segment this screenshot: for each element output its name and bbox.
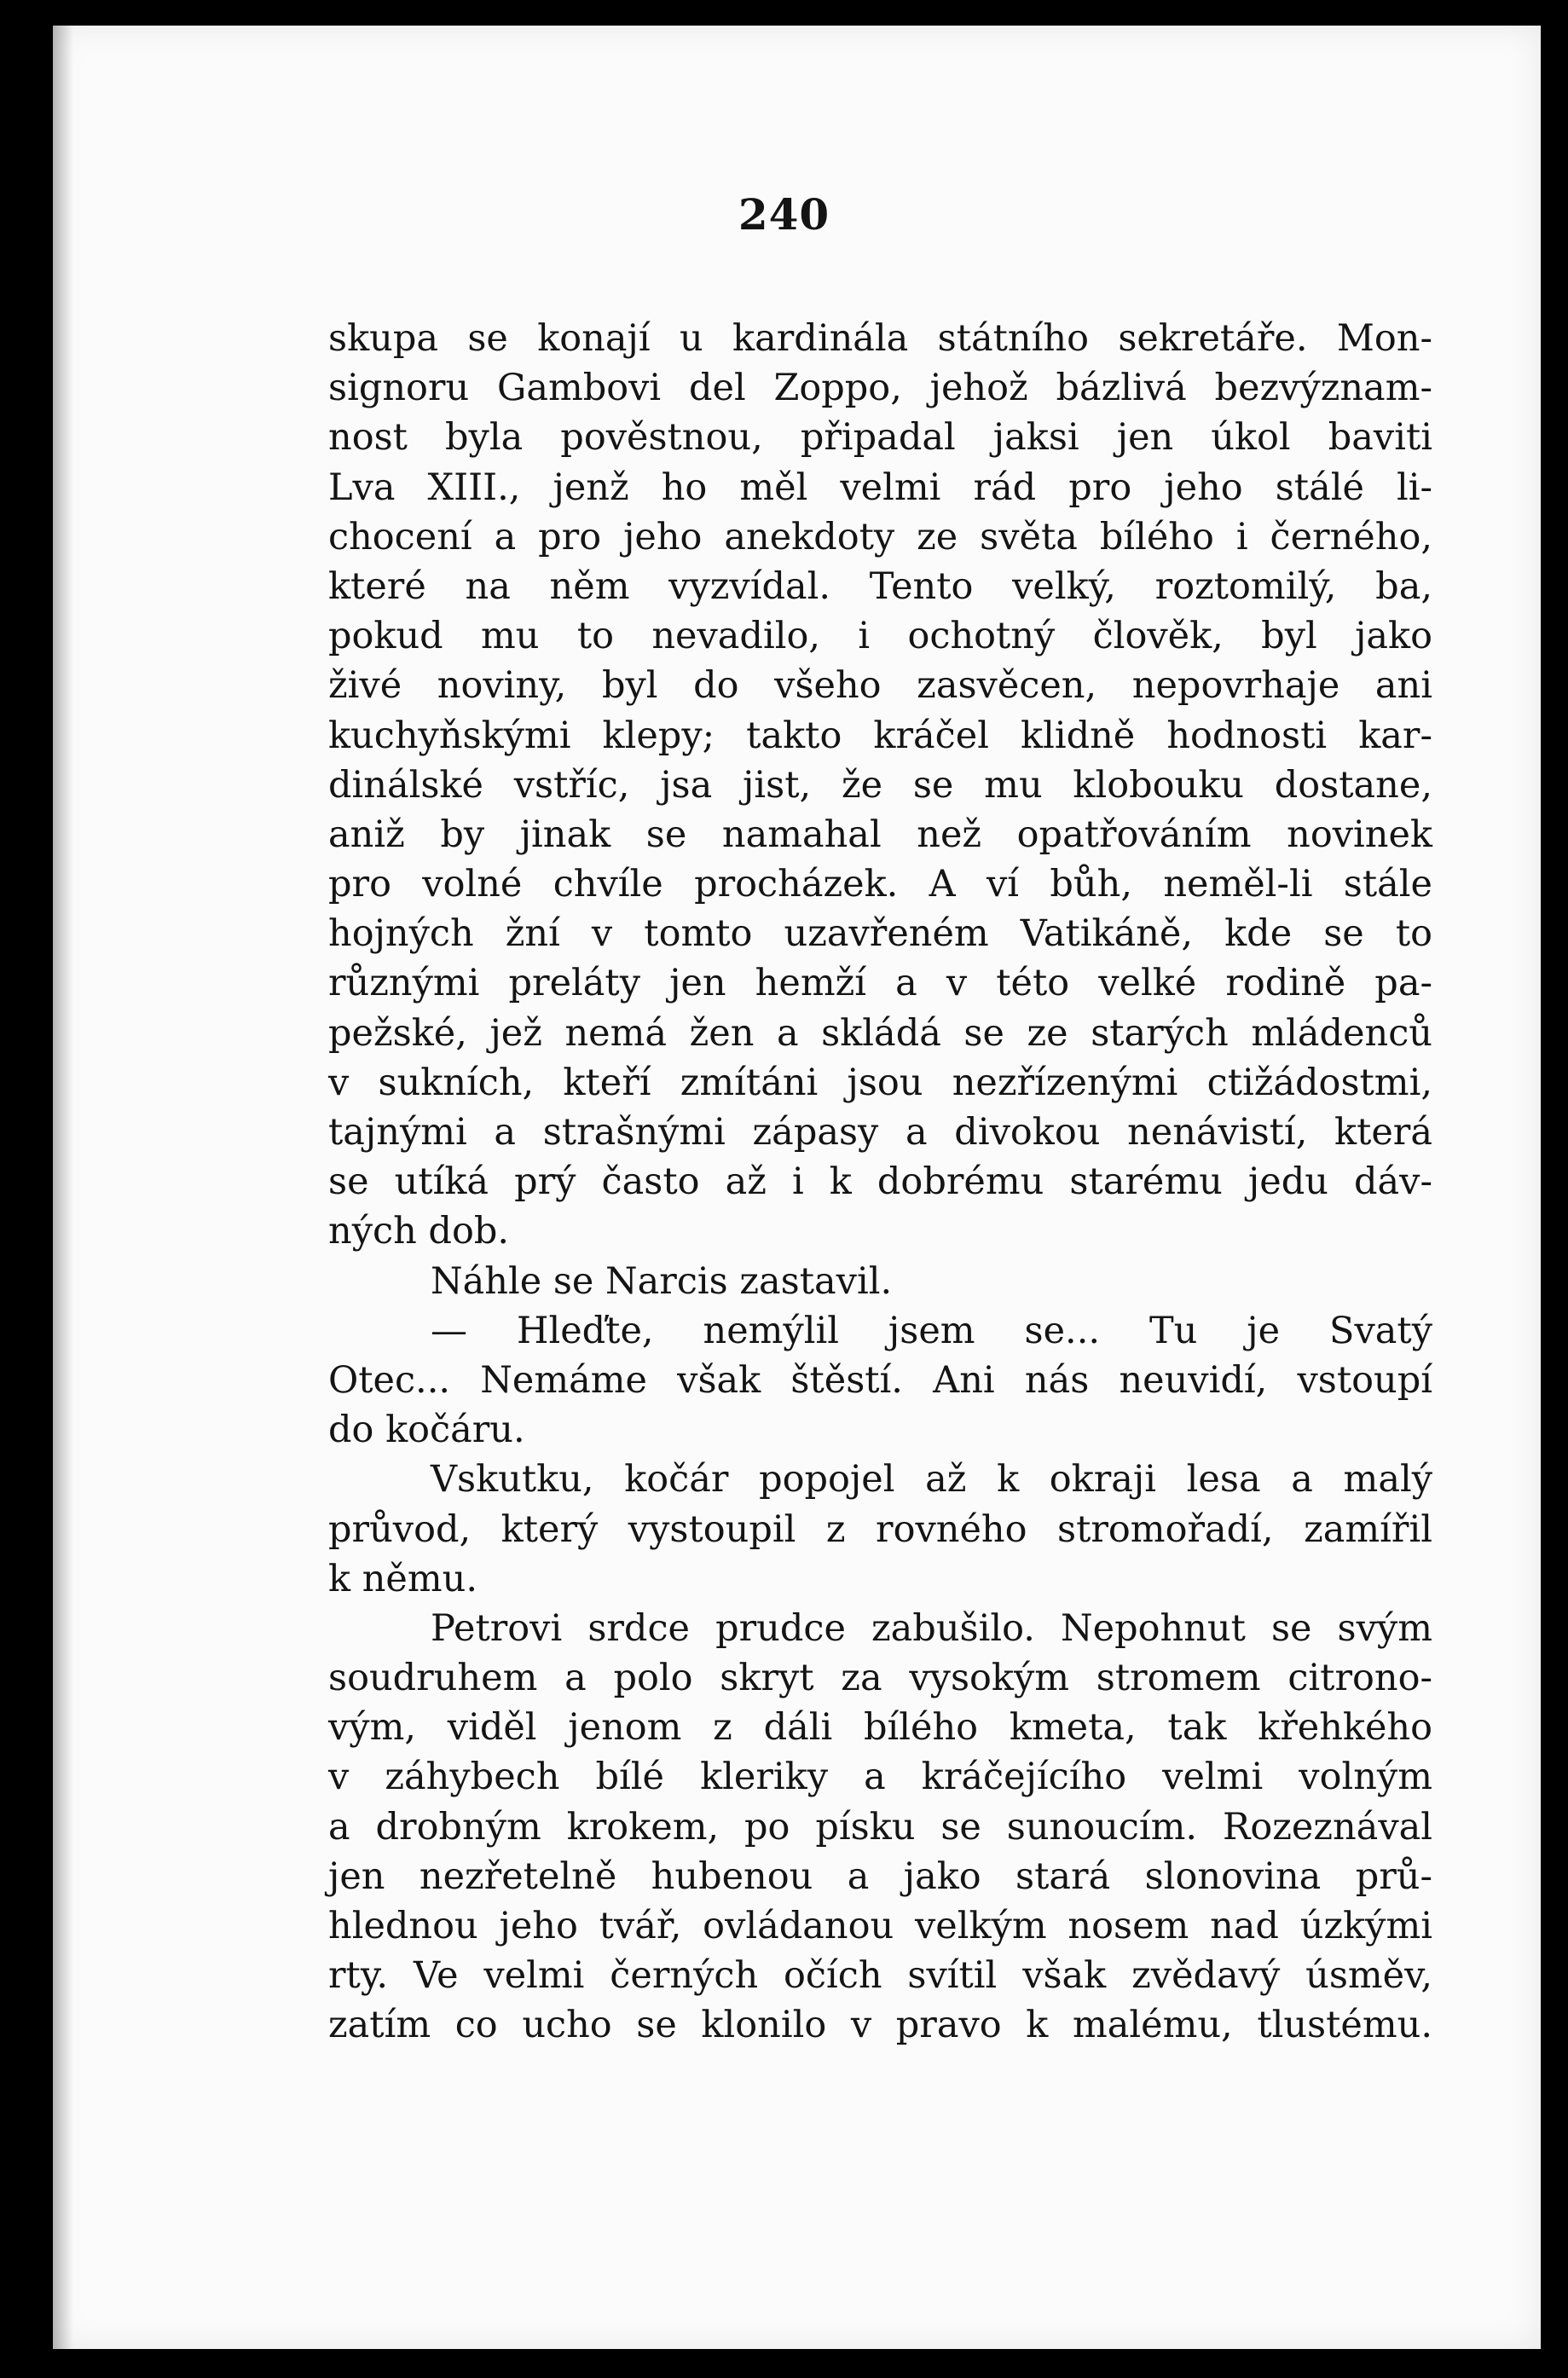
text-line: průvod, který vystoupil z rovného stromořadí, zamířil [328, 1507, 1432, 1551]
text-line: Otec... Nemáme však štěstí. Ani nás neuvidí, vstoupí [328, 1358, 1432, 1402]
text-line: signoru Gambovi del Zoppo, jehož bázlivá bezvýznam- [328, 367, 1432, 410]
text-line: se utíká prý často až i k dobrému starému jedu dáv- [328, 1160, 1432, 1204]
text-line: aniž by jinak se namahal než opatřováním novinek [328, 813, 1432, 856]
text-line: různými preláty jen hemží a v této velké rodině pa- [328, 962, 1432, 1005]
text-line: jen nezřetelně hubenou a jako stará slonovina prů- [328, 1854, 1432, 1898]
text-line: v záhybech bílé kleriky a kráčejícího velmi volným [328, 1756, 1432, 1799]
text-line: rty. Ve velmi černých očích svítil však zvědavý úsměv, [328, 1954, 1432, 1998]
text-line: a drobným krokem, po písku se sunoucím. Rozeznával [328, 1805, 1432, 1849]
text-line: soudruhem a polo skryt za vysokým stromem citrono- [328, 1657, 1432, 1700]
text-line: Lva XIII., jenž ho měl velmi rád pro jeho stálé li- [328, 466, 1432, 509]
text-line: hlednou jeho tvář, ovládanou velkým nosem nad úzkými [328, 1905, 1432, 1947]
text-line: Náhle se Narcis zastavil. [431, 1259, 893, 1303]
text-line: pro volné chvíle procházek. A ví bůh, neměl-li stále [328, 863, 1432, 906]
text-line: tajnými a strašnými zápasy a divokou nenávistí, která [328, 1111, 1432, 1154]
text-line: chocení a pro jeho anekdoty ze světa bílého i černého, [328, 515, 1432, 558]
text-line: Vskutku, kočár popojel až k okraji lesa a malý [431, 1458, 1432, 1501]
text-line: dinálské vstříc, jsa jist, že se mu klobouku dostane, [328, 763, 1432, 807]
text-line: v sukních, kteří zmítáni jsou nezřízenými ctižádostmi, [328, 1061, 1432, 1104]
text-line: skupa se konají u kardinála státního sekretáře. Mon- [328, 317, 1432, 360]
text-line: pežské, jež nemá žen a skládá se ze starých mládenců [328, 1011, 1432, 1055]
text-line: k němu. [328, 1557, 478, 1600]
text-line: kuchyňskými klepy; takto kráčel klidně hodnosti kar- [328, 714, 1432, 757]
text-line: Petrovi srdce prudce zabušilo. Nepohnut se svým [431, 1606, 1432, 1650]
text-line: — Hleďte, nemýlil jsem se... Tu je Svatý [431, 1309, 1432, 1352]
text-line: hojných žní v tomto uzavřeném Vatikáně, kde se to [328, 912, 1432, 956]
text-line: do kočáru. [328, 1409, 525, 1452]
text-line: zatím co ucho se klonilo v pravo k malému, tlustému. [328, 2004, 1432, 2047]
text-line: pokud mu to nevadilo, i ochotný člověk, byl jako [328, 615, 1432, 658]
text-line: vým, viděl jenom z dáli bílého kmeta, tak křehkého [328, 1706, 1432, 1750]
text-line: ných dob. [328, 1210, 510, 1253]
text-line: živé noviny, byl do všeho zasvěcen, nepovrhaje ani [328, 664, 1432, 708]
page-number: 240 [738, 189, 830, 240]
text-line: nost byla pověstnou, připadal jaksi jen úkol baviti [328, 416, 1432, 460]
text-line: které na něm vyzvídal. Tento velký, roztomilý, ba, [328, 564, 1432, 608]
body-text [328, 314, 1432, 2051]
spine-shadow [53, 26, 73, 2349]
